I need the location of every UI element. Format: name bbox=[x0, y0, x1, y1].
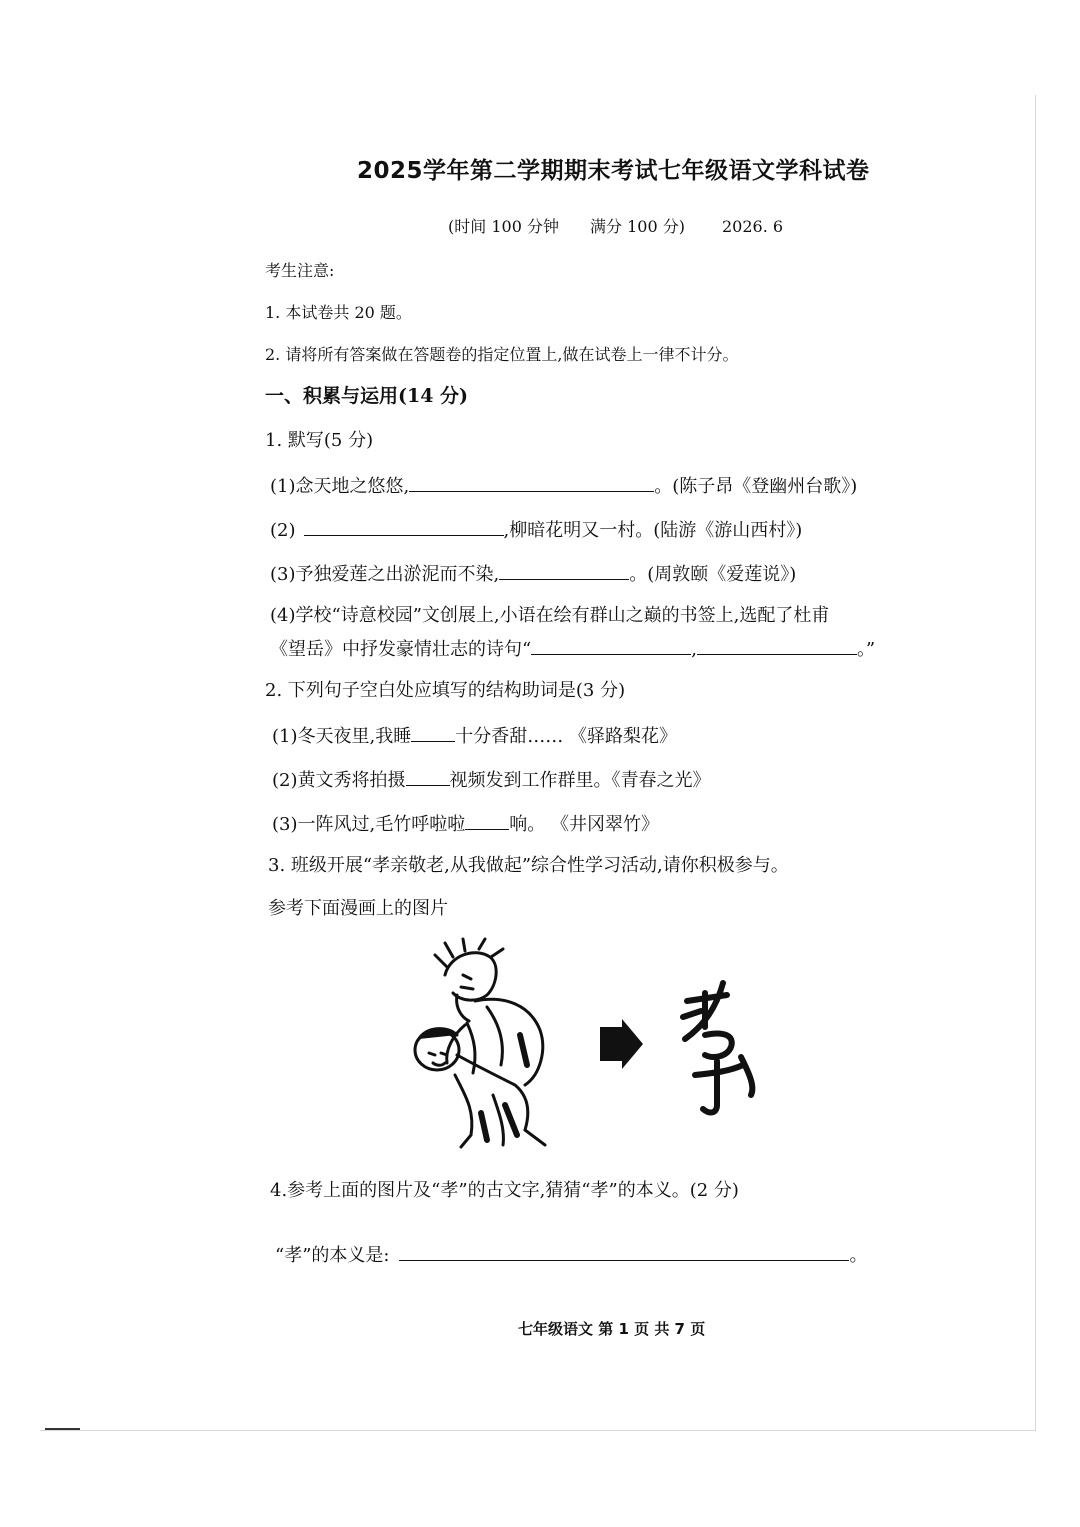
scan-edge-mark bbox=[45, 1428, 80, 1430]
q4-stem: 4.参考上面的图片及“孝”的古文字,猜猜“孝”的本义。(2 分) bbox=[270, 1180, 739, 1201]
shading-strokes bbox=[481, 1035, 527, 1140]
paper-edge bbox=[40, 95, 1036, 1431]
q1-sub4-blank-2[interactable] bbox=[697, 636, 857, 655]
q2-stem: 2. 下列句子空白处应填写的结构助词是(3 分) bbox=[265, 680, 626, 701]
q1-sub2 bbox=[270, 517, 802, 542]
q4-answer-label: “孝”的本义是: bbox=[275, 1245, 390, 1266]
q2-sub3-blank[interactable] bbox=[465, 811, 509, 830]
q4-answer-end: 。 bbox=[849, 1245, 868, 1266]
q1-stem: 1. 默写(5 分) bbox=[265, 430, 374, 451]
q2-sub1-source: 十分香甜…… 《驿路梨花》 bbox=[455, 726, 677, 747]
q1-sub4-comma: , bbox=[691, 639, 697, 660]
q1-sub4-text: 《望岳》中抒发豪情壮志的诗句“ bbox=[270, 639, 532, 660]
notice-item-1: 1. 本试卷共 20 题。 bbox=[265, 303, 412, 322]
q1-sub1-source: 。(陈子昂《登幽州台歌》) bbox=[654, 476, 858, 497]
q2-sub2-blank[interactable] bbox=[406, 767, 450, 786]
q1-sub1 bbox=[270, 473, 857, 498]
q1-sub4-end: 。” bbox=[856, 639, 876, 660]
q2-sub2-text: (2)黄文秀将拍摄 bbox=[272, 770, 406, 791]
q4-answer-line bbox=[275, 1242, 867, 1267]
q1-sub4-blank-1[interactable] bbox=[531, 636, 691, 655]
q2-sub2 bbox=[272, 767, 711, 792]
q1-sub2-text: ,柳暗花明又一村。(陆游《游山西村》) bbox=[503, 520, 803, 541]
page-footer: 七年级语文 第 1 页 共 7 页 bbox=[518, 1320, 706, 1338]
q1-sub2-num: (2) bbox=[270, 520, 296, 541]
q1-sub3-text: (3)予独爱莲之出淤泥而不染, bbox=[270, 564, 500, 585]
exam-score: 满分 100 分) bbox=[590, 217, 685, 236]
cartoon-illustration bbox=[405, 935, 775, 1150]
q1-sub1-text: (1)念天地之悠悠, bbox=[270, 476, 410, 497]
q2-sub3 bbox=[272, 811, 659, 836]
q2-sub2-source: 视频发到工作群里。《青春之光》 bbox=[449, 770, 711, 791]
q1-sub4-line2 bbox=[270, 636, 875, 661]
q2-sub1-text: (1)冬天夜里,我睡 bbox=[272, 726, 412, 747]
q4-answer-blank[interactable] bbox=[399, 1242, 849, 1261]
ancient-xiao-character bbox=[683, 983, 752, 1112]
notice-heading: 考生注意: bbox=[265, 261, 335, 280]
arrow-right-icon bbox=[600, 1019, 643, 1069]
q2-sub3-text: (3)一阵风过,毛竹呼啦啦 bbox=[272, 814, 466, 835]
q3-stem: 3. 班级开展“孝亲敬老,从我做起”综合性学习活动,请你积极参与。 bbox=[268, 855, 789, 876]
q3-reference: 参考下面漫画上的图片 bbox=[268, 898, 448, 919]
q1-sub3 bbox=[270, 561, 796, 586]
q1-sub3-blank[interactable] bbox=[499, 561, 629, 580]
notice-item-2: 2. 请将所有答案做在答题卷的指定位置上,做在试卷上一律不计分。 bbox=[265, 345, 739, 364]
section-heading: 一、积累与运用(14 分) bbox=[265, 385, 469, 407]
exam-date: 2026. 6 bbox=[722, 217, 784, 236]
q2-sub1-blank[interactable] bbox=[411, 723, 455, 742]
exam-title: 2025学年第二学期期末考试七年级语文学科试卷 bbox=[357, 158, 870, 184]
q1-sub4-line1: (4)学校“诗意校园”文创展上,小语在绘有群山之巅的书签上,选配了杜甫 bbox=[270, 605, 830, 626]
q1-sub1-blank[interactable] bbox=[409, 473, 654, 492]
q1-sub2-blank[interactable] bbox=[304, 517, 504, 536]
exam-time: (时间 100 分钟 bbox=[448, 217, 559, 236]
q1-sub3-source: 。(周敦颐《爱莲说》) bbox=[629, 564, 797, 585]
q2-sub1 bbox=[272, 723, 677, 748]
q2-sub3-source: 响。 《井冈翠竹》 bbox=[509, 814, 659, 835]
